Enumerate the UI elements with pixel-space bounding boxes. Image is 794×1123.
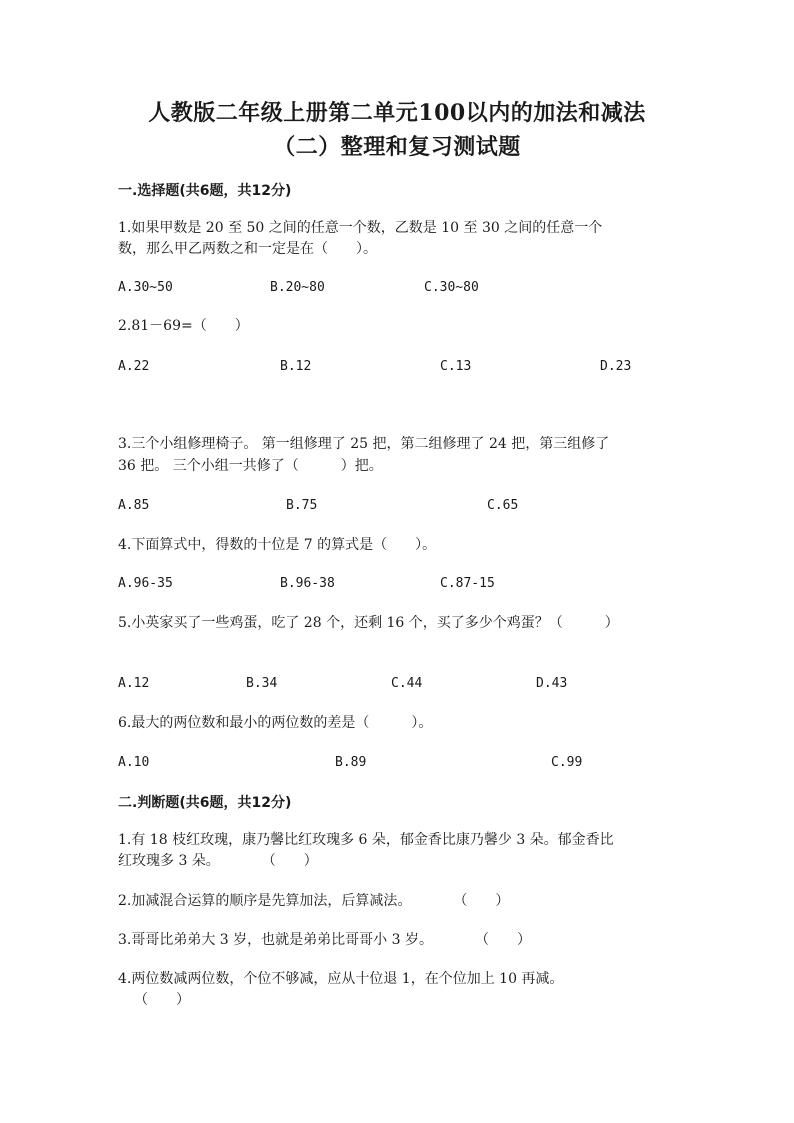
section-heading-judgement: 二.判断题(共6题，共12分) [118, 795, 292, 811]
question-4-option-a[interactable]: A.96-35 [118, 576, 173, 591]
judgement-1-line-1: 1.有 18 枝红玫瑰，康乃馨比红玫瑰多 6 朵，郁金香比康乃馨少 3 朵。郁金香比 [118, 832, 614, 848]
question-2-option-c[interactable]: C.13 [440, 359, 472, 374]
question-5-option-c[interactable]: C.44 [391, 676, 423, 691]
question-6-option-c[interactable]: C.99 [551, 755, 583, 770]
question-2-option-d[interactable]: D.23 [600, 359, 632, 374]
question-6-line-1: 6.最大的两位数和最小的两位数的差是（ ）。 [118, 715, 433, 731]
judgement-4-line-1: 4.两位数减两位数，个位不够减，应从十位退 1，在个位加上 10 再减。 [118, 971, 564, 987]
judgement-3-line-1: 3.哥哥比弟弟大 3 岁，也就是弟弟比哥哥小 3 岁。 （ ） [118, 932, 531, 948]
page-title-line1: 人教版二年级上册第二单元100以内的加法和减法 [148, 100, 646, 126]
question-3-option-a[interactable]: A.85 [118, 498, 150, 513]
question-4-option-c[interactable]: C.87-15 [440, 576, 495, 591]
question-1-line-2: 数，那么甲乙两数之和一定是在（ ）。 [118, 241, 377, 257]
question-1-option-b[interactable]: B.20~80 [270, 280, 325, 295]
question-2-option-a[interactable]: A.22 [118, 359, 150, 374]
question-4-line-1: 4.下面算式中，得数的十位是 7 的算式是（ ）。 [118, 537, 437, 553]
question-3-line-1: 3.三个小组修理椅子。 第一组修理了 25 把，第二组修理了 24 把，第三组修了 [118, 436, 610, 452]
judgement-4-line-2: （ ） [134, 992, 190, 1008]
question-5-option-a[interactable]: A.12 [118, 676, 150, 691]
section-heading-choice: 一.选择题(共6题，共12分) [118, 183, 292, 199]
question-1-option-a[interactable]: A.30~50 [118, 280, 173, 295]
question-4-option-b[interactable]: B.96-38 [280, 576, 335, 591]
judgement-2-line-1: 2.加减混合运算的顺序是先算加法，后算减法。 （ ） [118, 893, 510, 909]
question-5-option-d[interactable]: D.43 [536, 676, 568, 691]
question-1-option-c[interactable]: C.30~80 [424, 280, 479, 295]
question-6-option-a[interactable]: A.10 [118, 755, 150, 770]
question-3-option-b[interactable]: B.75 [286, 498, 318, 513]
question-6-option-b[interactable]: B.89 [335, 755, 367, 770]
question-5-option-b[interactable]: B.34 [246, 676, 278, 691]
question-1-line-1: 1.如果甲数是 20 至 50 之间的任意一个数，乙数是 10 至 30 之间的任意一个 [118, 220, 603, 236]
question-2-line-1: 2.81－69=（ ） [118, 318, 249, 334]
question-5-line-1: 5.小英家买了一些鸡蛋，吃了 28 个，还剩 16 个，买了多少个鸡蛋？（ ） [118, 615, 619, 631]
question-2-option-b[interactable]: B.12 [280, 359, 312, 374]
page-title-line2: （二）整理和复习测试题 [273, 134, 521, 160]
question-3-line-2: 36 把。 三个小组一共修了（ ）把。 [118, 458, 383, 474]
question-3-option-c[interactable]: C.65 [487, 498, 519, 513]
judgement-1-line-2: 红玫瑰多 3 朵。 （ ） [118, 853, 318, 869]
